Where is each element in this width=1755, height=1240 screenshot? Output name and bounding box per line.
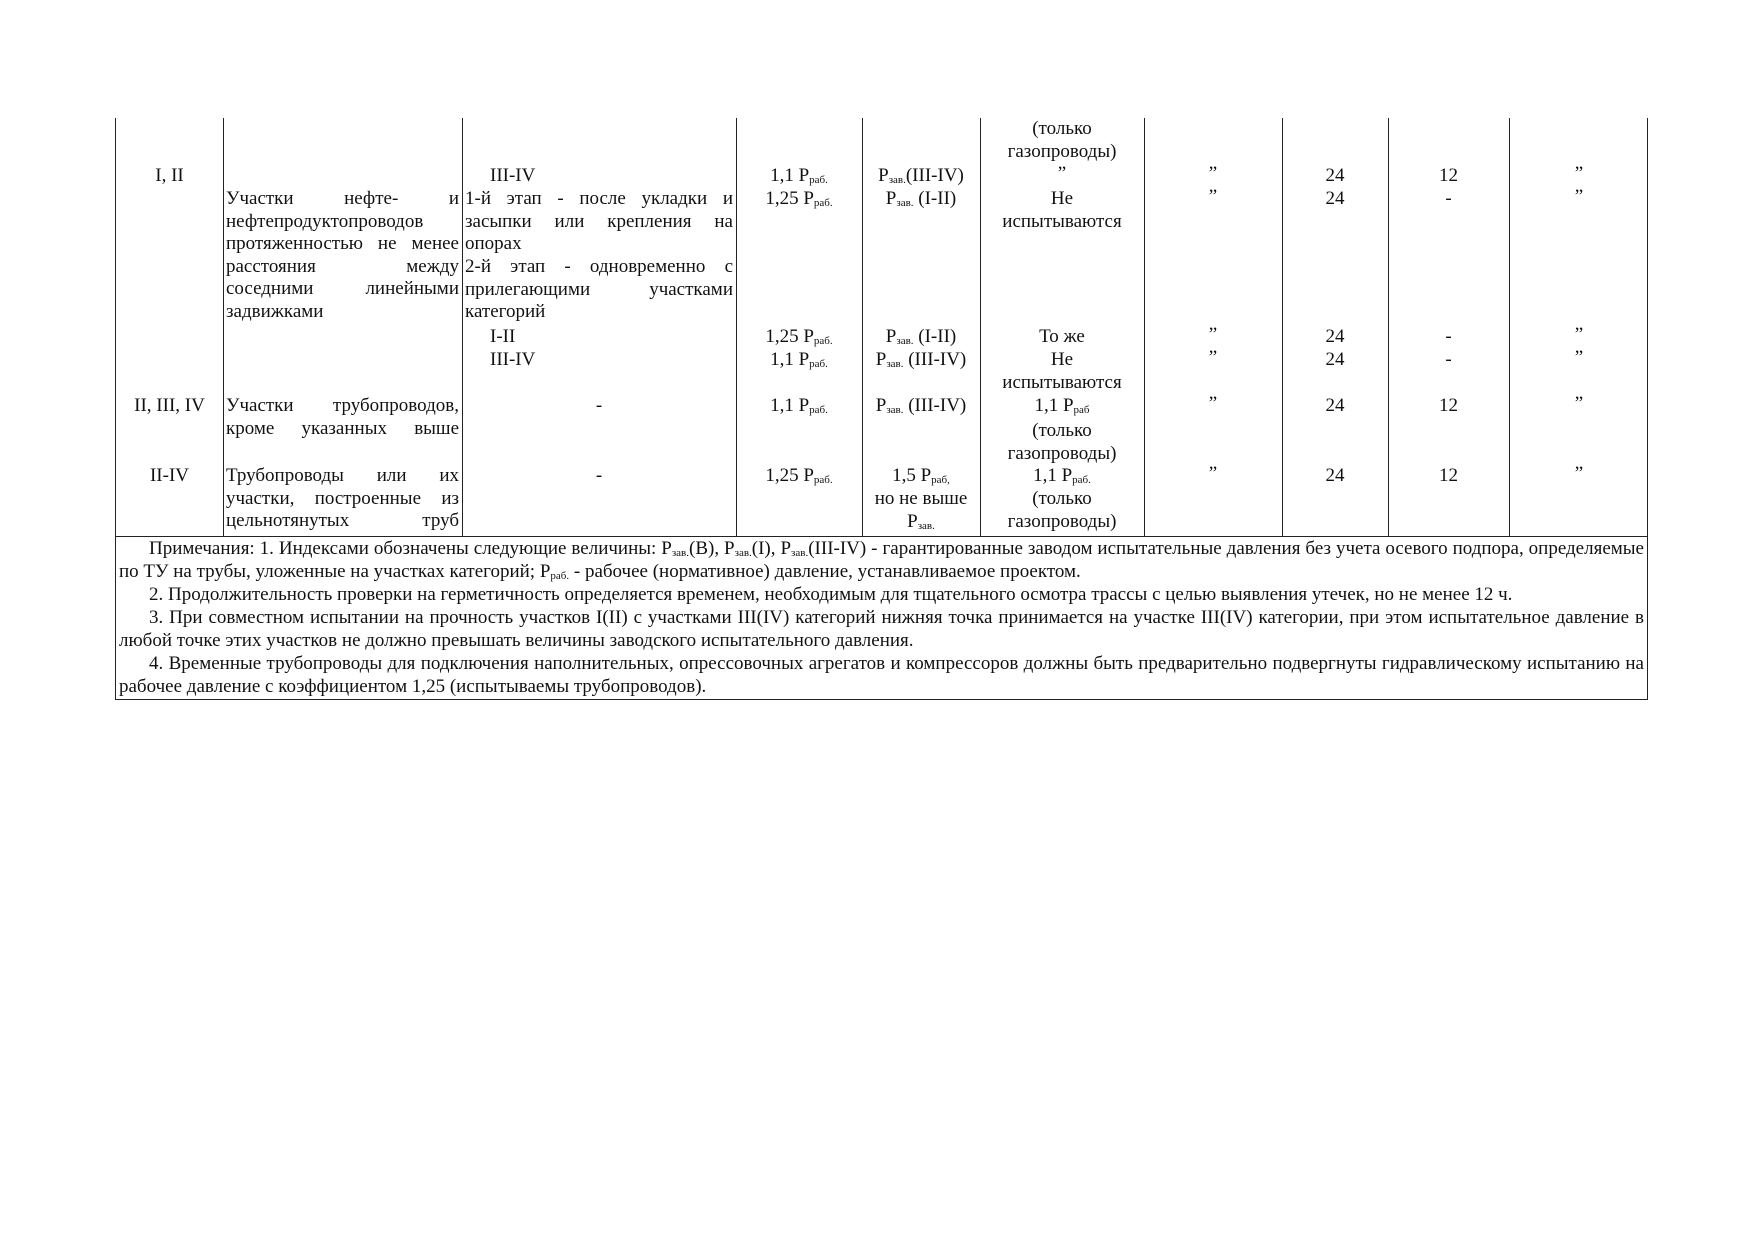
cell-r6-c7: ” <box>1208 463 1218 484</box>
cell-r4-p-strength: 1,1 $Р_{раб.}$ <box>770 349 828 370</box>
cell-r1-c7: ” <box>1208 163 1218 184</box>
cell-r6-c6: 1,1 $Р_{раб.}$ <box>1033 465 1091 486</box>
cell-r2-stage1: 1-й этап - после укладки и засыпки или крепления на опорах <box>465 188 733 254</box>
cell-r1-c10: ” <box>1574 163 1584 184</box>
cell-r3-c8: 24 <box>1325 326 1345 347</box>
cell-r6-c6a: (только <box>1032 488 1092 509</box>
cell-r3-stage: I-II <box>490 326 516 347</box>
cell-r6-stage: - <box>595 465 603 486</box>
cell-r5-c6: 1,1 $Р_{раб}$ <box>1034 395 1090 416</box>
cell-r1-c9: 12 <box>1439 165 1458 186</box>
cell-r2-stage2: 2-й этап - одновременно с прилегающими участками категорий <box>465 256 733 322</box>
cell-r5-p-strength: 1,1 $Р_{раб.}$ <box>770 395 828 416</box>
cell-r3-c10: ” <box>1574 324 1584 345</box>
note-3: 3. При совместном испытании на прочность участков I(II) с участками III(IV) категорий нижняя точка принимается на участке III(IV) категории, при этом испытательное давление в любой точке этих участков не должно превышать величины заводского испытательного давления. <box>119 607 1644 651</box>
cell-r4-p-test: $Р_{зав.}$ (III-IV) <box>875 349 967 370</box>
cell-r5-c8: 24 <box>1325 395 1345 416</box>
cell-r4-c9: - <box>1445 349 1452 370</box>
note-4: 4. Временные трубопроводы для подключения наполнительных, опрессовочных агрегатов и компрессоров должны быть предварительно подвергнуты гидравлическому испытанию на рабочее давление с коэффициентом 1,25 (испытываемы трубопроводов). <box>119 653 1644 697</box>
cell-r2-c9: - <box>1445 188 1452 209</box>
table-notes <box>115 536 1648 700</box>
cell-r2-p-strength: 1,25 $Р_{раб.}$ <box>765 188 833 209</box>
cell-r3-c7: ” <box>1208 324 1218 345</box>
cell-r2-c7: ” <box>1208 186 1218 207</box>
cell-r2-c6a: Не <box>1050 188 1074 209</box>
cell-r3-c9: - <box>1445 326 1452 347</box>
cell-r4-c7: ” <box>1208 347 1218 368</box>
cell-r5-stage: - <box>595 395 603 416</box>
cell-r2-c6b: испытываются <box>1002 211 1122 232</box>
cell-r4-c6a: Не <box>1050 349 1074 370</box>
cell-r3-p-strength: 1,25 $Р_{раб.}$ <box>765 326 833 347</box>
cell-r6-c6b: газопроводы) <box>1007 511 1117 532</box>
cell-r1-c6: ” <box>1057 163 1067 184</box>
table-block-bottom <box>115 418 1648 536</box>
cell-r0-c6b: газопроводы) <box>1007 141 1117 162</box>
cell-r6-category: II-IV <box>149 465 190 486</box>
cell-r2-c8: 24 <box>1325 188 1345 209</box>
table-block-main <box>115 118 1648 439</box>
cell-r0-c6a: (только <box>1032 118 1092 139</box>
cell-r2-c10: ” <box>1574 186 1584 207</box>
cell-r6-p-strength: 1,25 $Р_{раб.}$ <box>765 465 833 486</box>
cell-r3-c6: То же <box>1039 326 1085 347</box>
cell-r1-category: I, II <box>155 165 184 186</box>
cell-r5-c9: 12 <box>1439 395 1458 416</box>
cell-r3-p-test: $Р_{зав.}$ (I-II) <box>885 326 957 347</box>
cell-r5-c6b: газопроводы) <box>1007 443 1117 464</box>
cell-r5-p-test: $Р_{зав.}$ (III-IV) <box>875 395 967 416</box>
cell-r6-description: Трубопроводы или их участки, построенные из цельнотянутых труб <box>226 465 459 531</box>
note-2: 2. Продолжительность проверки на герметичность определяется временем, необходимым для тщательного осмотра трассы с целью выявления утечек, но не менее 12 ч. <box>149 584 1513 605</box>
cell-r5-description: Участки трубопроводов, кроме указанных выше <box>226 395 459 439</box>
test-table <box>115 118 1648 536</box>
cell-r1-p-test: $Р_{зав.}(III-IV)$ <box>878 165 964 186</box>
cell-r4-c8: 24 <box>1325 349 1345 370</box>
cell-r6-c8: 24 <box>1325 465 1345 486</box>
cell-r4-c10: ” <box>1574 347 1584 368</box>
cell-r5-c6a: (только <box>1032 420 1092 441</box>
cell-r6-p-test: 1,5 $Р_{раб,}$ <box>892 465 950 486</box>
cell-r1-c8: 24 <box>1325 165 1345 186</box>
cell-r5-c7: ” <box>1208 393 1218 414</box>
cell-r4-stage: III-IV <box>490 349 536 370</box>
note-1: Примечания: 1. Индексами обозначены следующие величины: $Р_{зав.}(В)$, $Р_{зав.}(I)$, $Р_{зав.}(III-IV)$ - гарантированные заводом испытательные давления без учета осевого подпора, определяемые по ТУ на трубы, уложенные на участках категорий; $Р_{раб.}$ - рабочее (нормативное) давление, устанавливаемое проектом. <box>119 538 1644 582</box>
cell-r2-p-test: $Р_{зав.}$ (I-II) <box>885 188 957 209</box>
cell-r6-p-test-b: но не выше <box>874 488 968 509</box>
cell-r2-description: Участки нефте- и нефтепродуктопроводов протяженностью не менее расстояния между соседними линейными задвижками <box>226 188 459 322</box>
cell-r6-c10: ” <box>1574 463 1584 484</box>
cell-r6-p-test-c: $Р_{зав.}$ <box>907 511 935 532</box>
cell-r5-category: II, III, IV <box>134 395 205 416</box>
cell-r1-p-strength: 1,1 $Р_{раб.}$ <box>770 165 828 186</box>
cell-r6-c9: 12 <box>1439 465 1458 486</box>
cell-r5-c10: ” <box>1574 393 1584 414</box>
cell-r4-c6b: испытываются <box>1002 372 1122 393</box>
cell-r1-stage: III-IV <box>490 165 536 186</box>
